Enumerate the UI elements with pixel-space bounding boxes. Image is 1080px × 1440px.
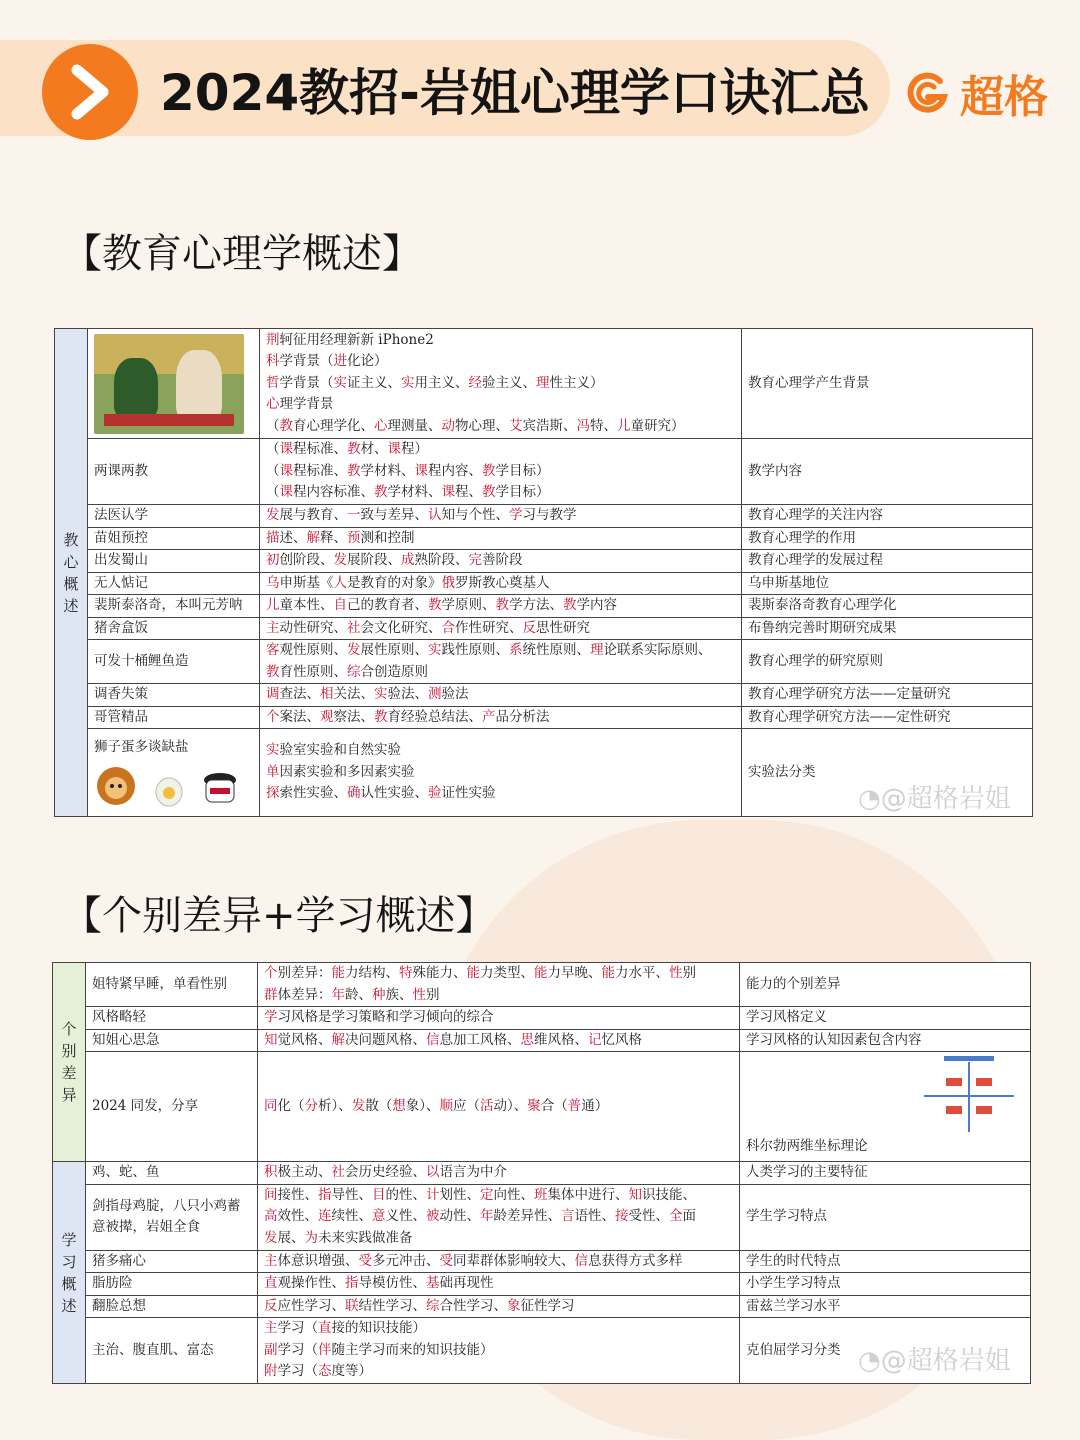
- mnemonic-text: 法医认学: [94, 507, 148, 523]
- overview-table: [54, 328, 1033, 817]
- content-cell: [258, 1273, 740, 1296]
- content-cell: [260, 329, 742, 439]
- mnemonic-text: 知姐心思急: [92, 1031, 160, 1048]
- mnemonic-cell: [88, 595, 260, 618]
- mnemonic-cell: [86, 1250, 258, 1273]
- table-row: [53, 1250, 1031, 1273]
- section-heading-differences: 【个别差异+学习概述】: [62, 893, 496, 939]
- table-row: [55, 684, 1033, 707]
- content-cell: [258, 1052, 740, 1162]
- watermark-2: [858, 1340, 1011, 1377]
- content-line: 个案法、观察法、教育经验总结法、产品分析法: [266, 708, 550, 725]
- topic-text: 教育心理学的作用: [748, 529, 856, 546]
- lion-icon: [94, 764, 138, 808]
- mnemonic-text: 翻脸总想: [92, 1297, 146, 1314]
- mnemonic-cell: [86, 1273, 258, 1296]
- table-row: [53, 1295, 1031, 1318]
- table-row: [55, 439, 1033, 505]
- table-row: [55, 617, 1033, 640]
- topic-cell: [742, 706, 1033, 729]
- mnemonic-text: 剑指母鸡腚，八只小鸡蓄意被撵，岩姐全食: [92, 1197, 241, 1235]
- content-line: 调查法、相关法、实验法、测验法: [266, 686, 469, 702]
- category-cell: [53, 1162, 86, 1384]
- table-row: [53, 1007, 1031, 1030]
- topic-cell: [742, 572, 1033, 595]
- content-line: 群体差异：年龄、种族、性别: [264, 986, 440, 1003]
- content-line: 主学习（直接的知识技能）: [264, 1320, 426, 1337]
- content-line: 主动性研究、社会文化研究、合作性研究、反思性研究: [266, 619, 590, 636]
- content-line: 知觉风格、解决问题风格、信息加工风格、思维风格、记忆风格: [264, 1031, 642, 1048]
- content-cell: [258, 1029, 740, 1052]
- mnemonic-cell: [86, 1318, 258, 1384]
- watermark-text: @超格岩姐: [880, 1346, 1011, 1376]
- topic-text: 雷兹兰学习水平: [746, 1297, 841, 1314]
- table-row: [55, 527, 1033, 550]
- content-line: 实验室实验和自然实验: [266, 742, 401, 759]
- table-row: [53, 1029, 1031, 1052]
- content-line: 初创阶段、发展阶段、成熟阶段、完善阶段: [266, 552, 523, 568]
- topic-text: 学习风格的认知因素包含内容: [746, 1031, 922, 1048]
- category-label: 个别差异: [61, 1020, 77, 1104]
- chevron-right-icon[interactable]: [42, 44, 138, 140]
- topic-cell: [740, 1273, 1031, 1296]
- mnemonic-cell: [88, 439, 260, 505]
- content-line: 单因素实验和多因素实验: [266, 763, 415, 780]
- section-heading-overview: 【教育心理学概述】: [62, 231, 422, 277]
- mnemonic-illustration: [94, 334, 244, 434]
- brand-g-icon: [906, 71, 950, 115]
- watermark-text: @超格岩姐: [880, 784, 1011, 814]
- content-line: 反应性学习、联结性学习、综合性学习、象征性学习: [264, 1297, 575, 1314]
- content-line: 乌申斯基《人是教育的对象》俄罗斯教心奠基人: [266, 574, 550, 591]
- salt-jar-icon: [200, 768, 240, 808]
- content-line: 儿童本性、自己的教育者、教学原则、教学方法、教学内容: [266, 597, 617, 613]
- content-cell: [258, 1295, 740, 1318]
- mnemonic-text: 狮子蛋多谈缺盐: [94, 738, 189, 755]
- content-line: 个别差异：能力结构、特殊能力、能力类型、能力早晚、能力水平、性别: [264, 965, 696, 981]
- topic-cell: [740, 1029, 1031, 1052]
- table-row: [53, 1273, 1031, 1296]
- mnemonic-text: 苗姐预控: [94, 529, 148, 546]
- content-line: 同化（分析）、发散（想象）、顺应（活动）、聚合（普通）: [264, 1097, 609, 1114]
- topic-text: 教育心理学研究方法——定量研究: [748, 686, 951, 702]
- mnemonic-cell: [88, 729, 260, 817]
- topic-text: 教学内容: [748, 462, 802, 479]
- content-line: （课程内容标准、教学材料、课程、教学目标）: [266, 484, 550, 501]
- content-cell: [260, 527, 742, 550]
- topic-text: 教育心理学的研究原则: [748, 652, 883, 669]
- content-cell: [258, 1162, 740, 1185]
- table-row: [55, 550, 1033, 573]
- content-cell: [260, 439, 742, 505]
- content-cell: [260, 617, 742, 640]
- content-line: 发展、为未来实践做准备: [264, 1229, 413, 1246]
- mnemonic-cell: [88, 572, 260, 595]
- mnemonic-cell: [86, 1184, 258, 1250]
- egg-icon: [152, 774, 186, 808]
- content-line: 哲学背景（实证主义、实用主义、经验主义、理性主义）: [266, 374, 604, 391]
- mnemonic-cell: [86, 1295, 258, 1318]
- mnemonic-cell: [88, 550, 260, 573]
- brand-logo: [906, 58, 1048, 128]
- mnemonic-cell: [88, 617, 260, 640]
- topic-cell: [742, 527, 1033, 550]
- topic-text: 教育心理学产生背景: [748, 374, 870, 391]
- topic-cell: [742, 439, 1033, 505]
- mnemonic-cell: [86, 963, 258, 1007]
- mnemonic-text: 主治、腹直肌、富态: [92, 1341, 214, 1358]
- topic-cell: [742, 595, 1033, 618]
- brand-name: 超格: [960, 72, 1048, 123]
- content-line: 探索性实验、确认性实验、验证性实验: [266, 785, 496, 802]
- table-row: [55, 640, 1033, 684]
- topic-text: 科尔勃两维坐标理论: [746, 1137, 868, 1154]
- content-cell: [260, 684, 742, 707]
- content-line: 学习风格是学习策略和学习倾向的综合: [264, 1009, 494, 1025]
- topic-cell: [742, 617, 1033, 640]
- topic-cell: [740, 1162, 1031, 1185]
- category-label: 学习概述: [61, 1230, 77, 1315]
- category-cell: [53, 963, 86, 1162]
- topic-cell: [740, 1250, 1031, 1273]
- content-cell: [258, 1250, 740, 1273]
- topic-cell: [742, 684, 1033, 707]
- page-title: 2024教招-岩姐心理学口诀汇总: [160, 64, 870, 122]
- content-line: 心理学背景: [266, 396, 334, 413]
- content-line: 副学习（伴随主学习而来的知识技能）: [264, 1341, 494, 1358]
- mnemonic-text: 脂肪险: [92, 1275, 133, 1291]
- content-line: 间接性、指导性、目的性、计划性、定向性、班集体中进行、知识技能、: [264, 1186, 696, 1203]
- topic-cell: [742, 329, 1033, 439]
- mnemonic-text: 猪舍盒饭: [94, 619, 148, 636]
- watermark-1: [858, 778, 1011, 815]
- kolb-coordinate-diagram: [746, 1056, 1024, 1136]
- content-cell: [258, 1007, 740, 1030]
- mnemonic-cell: [88, 527, 260, 550]
- topic-text: 教育心理学研究方法——定性研究: [748, 708, 951, 725]
- content-cell: [260, 572, 742, 595]
- content-cell: [260, 640, 742, 684]
- mnemonic-icons: [94, 764, 253, 808]
- topic-cell: [742, 550, 1033, 573]
- mnemonic-cell: [88, 684, 260, 707]
- topic-cell: [740, 1184, 1031, 1250]
- mnemonic-cell: [86, 1029, 258, 1052]
- topic-text: 小学生学习特点: [746, 1275, 841, 1291]
- content-line: 主体意识增强、受多元冲击、受同辈群体影响较大、信息获得方式多样: [264, 1252, 683, 1269]
- weibo-icon: ◔: [858, 1346, 881, 1376]
- topic-cell: [740, 1295, 1031, 1318]
- mnemonic-cell: [86, 1162, 258, 1185]
- table-row: [53, 963, 1031, 1007]
- topic-text: 学习风格定义: [746, 1009, 827, 1025]
- content-line: 直观操作性、指导模仿性、基础再现性: [264, 1275, 494, 1291]
- topic-text: 人类学习的主要特征: [746, 1164, 868, 1180]
- topic-cell: [740, 963, 1031, 1007]
- content-line: 荆轲征用经理新新 iPhone2: [266, 331, 434, 348]
- content-line: 附学习（态度等）: [264, 1363, 372, 1380]
- table-row: [55, 329, 1033, 439]
- topic-text: 教育心理学的关注内容: [748, 507, 883, 523]
- mnemonic-text: 鸡、蛇、鱼: [92, 1164, 160, 1180]
- mnemonic-text: 哥管精品: [94, 708, 148, 725]
- content-cell: [258, 1318, 740, 1384]
- content-cell: [260, 505, 742, 528]
- content-line: 描述、解释、预测和控制: [266, 529, 415, 546]
- mnemonic-text: 裴斯泰洛奇，本叫元芳呐: [94, 597, 243, 613]
- table-row: [53, 1184, 1031, 1250]
- table-row: [55, 505, 1033, 528]
- category-cell: [55, 329, 88, 817]
- content-cell: [260, 706, 742, 729]
- topic-text: 布鲁纳完善时期研究成果: [748, 619, 897, 636]
- mnemonic-text: 猪多痛心: [92, 1252, 146, 1269]
- content-line: 发展与教育、一致与差异、认知与个性、学习与教学: [266, 507, 577, 523]
- mnemonic-text: 姐特紧早睡，单看性别: [92, 975, 227, 992]
- table-row: [55, 595, 1033, 618]
- topic-cell: [742, 505, 1033, 528]
- topic-text: 教育心理学的发展过程: [748, 552, 883, 568]
- weibo-icon: ◔: [858, 784, 881, 814]
- mnemonic-text: 调香失策: [94, 686, 148, 702]
- content-line: 科学背景（进化论）: [266, 353, 388, 370]
- content-line: 客观性原则、发展性原则、实践性原则、系统性原则、理论联系实际原则、: [266, 642, 712, 658]
- content-cell: [260, 729, 742, 817]
- table-row: [53, 1162, 1031, 1185]
- mnemonic-text: 可发十桶鲤鱼造: [94, 652, 189, 669]
- content-line: 积极主动、社会历史经验、以语言为中介: [264, 1164, 507, 1180]
- table-row: [55, 572, 1033, 595]
- content-cell: [260, 595, 742, 618]
- mnemonic-cell: [86, 1007, 258, 1030]
- content-line: 高效性、连续性、意义性、被动性、年龄差异性、言语性、接受性、全面: [264, 1208, 696, 1225]
- category-label: 教心概述: [63, 530, 79, 615]
- topic-text: 裴斯泰洛奇教育心理学化: [748, 597, 897, 613]
- content-line: 教育性原则、综合创造原则: [266, 663, 428, 680]
- mnemonic-cell: [88, 640, 260, 684]
- content-cell: [258, 963, 740, 1007]
- topic-text: 能力的个别差异: [746, 975, 841, 992]
- content-cell: [258, 1184, 740, 1250]
- mnemonic-cell: [88, 706, 260, 729]
- content-line: （课程标准、教材、课程）: [266, 441, 428, 458]
- topic-text: 乌申斯基地位: [748, 574, 829, 591]
- mnemonic-text: 风格略轻: [92, 1009, 146, 1025]
- topic-text: 学生学习特点: [746, 1208, 827, 1225]
- mnemonic-text: 无人惦记: [94, 574, 148, 591]
- mnemonic-text: 两课两教: [94, 462, 148, 479]
- content-line: （教育心理学化、心理测量、动物心理、艾宾浩斯、冯特、儿童研究）: [266, 417, 685, 434]
- topic-cell: [740, 1007, 1031, 1030]
- differences-table: [52, 962, 1031, 1384]
- mnemonic-cell: [88, 329, 260, 439]
- table-row: [53, 1052, 1031, 1162]
- table-row: [55, 706, 1033, 729]
- content-line: （课程标准、教学材料、课程内容、教学目标）: [266, 462, 550, 479]
- mnemonic-cell: [88, 505, 260, 528]
- mnemonic-text: 2024 同发，分享: [92, 1097, 199, 1114]
- mnemonic-text: 出发蜀山: [94, 552, 148, 568]
- mnemonic-cell: [86, 1052, 258, 1162]
- topic-text: 学生的时代特点: [746, 1252, 841, 1269]
- topic-cell: [742, 640, 1033, 684]
- topic-cell: [740, 1052, 1031, 1162]
- topic-text: 克伯屈学习分类: [746, 1341, 841, 1358]
- content-cell: [260, 550, 742, 573]
- topic-text: 实验法分类: [748, 763, 816, 780]
